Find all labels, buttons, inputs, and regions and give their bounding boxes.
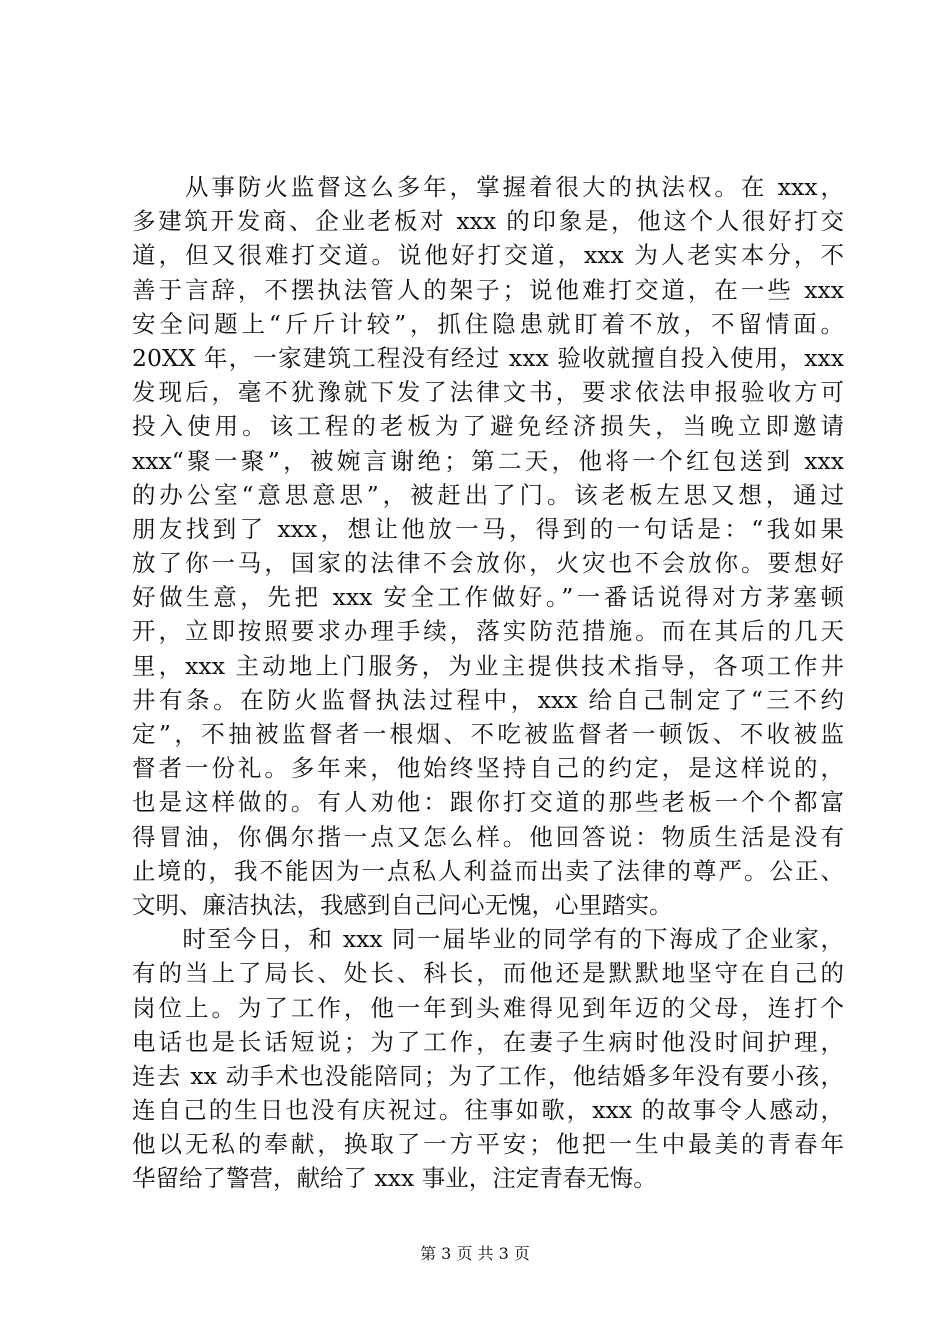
document-body <box>132 170 844 1196</box>
text-line: 有的当上了局长、处长、科长，而他还是默默地坚守在自己的 <box>132 959 844 988</box>
paragraph <box>132 922 844 1196</box>
text-line: 止境的，我不能因为一点私人利益而出卖了法律的尊严。公正、 <box>132 856 844 885</box>
text-line: 的办公室“意思意思”，被赶出了门。该老板左思又想，通过 <box>132 480 844 509</box>
text-line: 文明、廉洁执法，我感到自己问心无愧，心里踏实。 <box>132 890 673 919</box>
text-line: 定”，不抽被监督者一根烟、不吃被监督者一顿饭、不收被监 <box>132 720 844 748</box>
text-line: 电话也是长话短说；为了工作，在妻子生病时他没时间护理， <box>132 1027 844 1056</box>
text-line: 开，立即按照要求办理手续，落实防范措施。而在其后的几天 <box>132 617 844 646</box>
text-line: 他以无私的奉献，换取了一方平安；他把一生中最美的青春年 <box>132 1130 844 1159</box>
paragraph <box>132 170 844 922</box>
text-line: 放了你一马，国家的法律不会放你，火灾也不会放你。要想好 <box>132 549 844 578</box>
text-line: 连自己的生日也没有庆祝过。往事如歌，xxx 的故事令人感动， <box>132 1096 844 1125</box>
text-line: 20XX 年，一家建筑工程没有经过 xxx 验收就擅自投入使用，xxx <box>132 343 844 372</box>
text-line: 连去 xx 动手术也没能陪同；为了工作，他结婚多年没有要小孩， <box>132 1061 844 1090</box>
text-line: 时至今日，和 xxx 同一届毕业的同学有的下海成了企业家， <box>132 925 844 954</box>
text-line: 朋友找到了 xxx，想让他放一马，得到的一句话是：“我如果 <box>132 514 844 543</box>
text-line: 井有条。在防火监督执法过程中，xxx 给自己制定了“三不约 <box>132 685 844 714</box>
text-line: xxx“聚一聚”，被婉言谢绝；第二天，他将一个红包送到 xxx <box>132 446 844 475</box>
text-line: 多建筑开发商、企业老板对 xxx 的印象是，他这个人很好打交 <box>132 207 844 236</box>
text-line: 安全问题上“斤斤计较”，抓住隐患就盯着不放，不留情面。 <box>132 309 844 338</box>
text-line: 善于言辞，不摆执法管人的架子；说他难打交道，在一些 xxx <box>132 275 844 304</box>
text-line: 华留给了警营，献给了 xxx 事业，注定青春无悔。 <box>132 1164 657 1193</box>
text-line: 督者一份礼。多年来，他始终坚持自己的约定，是这样说的， <box>132 754 844 783</box>
text-line: 也是这样做的。有人劝他：跟你打交道的那些老板一个个都富 <box>132 788 844 817</box>
page-footer: 第 3 页 共 3 页 <box>420 1244 530 1263</box>
text-line: 道，但又很难打交道。说他好打交道，xxx 为人老实本分，不 <box>132 241 844 270</box>
text-line: 里，xxx 主动地上门服务，为业主提供技术指导，各项工作井 <box>132 651 844 680</box>
text-line: 发现后，毫不犹豫就下发了法律文书，要求依法申报验收方可 <box>132 378 844 407</box>
text-line: 得冒油，你偶尔揩一点又怎么样。他回答说：物质生活是没有 <box>132 822 844 851</box>
text-line: 岗位上。为了工作，他一年到头难得见到年迈的父母，连打个 <box>132 993 844 1022</box>
text-line: 投入使用。该工程的老板为了避免经济损失，当晚立即邀请 <box>132 412 844 441</box>
text-line: 从事防火监督这么多年，掌握着很大的执法权。在 xxx， <box>132 173 844 201</box>
text-line: 好做生意，先把 xxx 安全工作做好。”一番话说得对方茅塞顿 <box>132 583 844 612</box>
